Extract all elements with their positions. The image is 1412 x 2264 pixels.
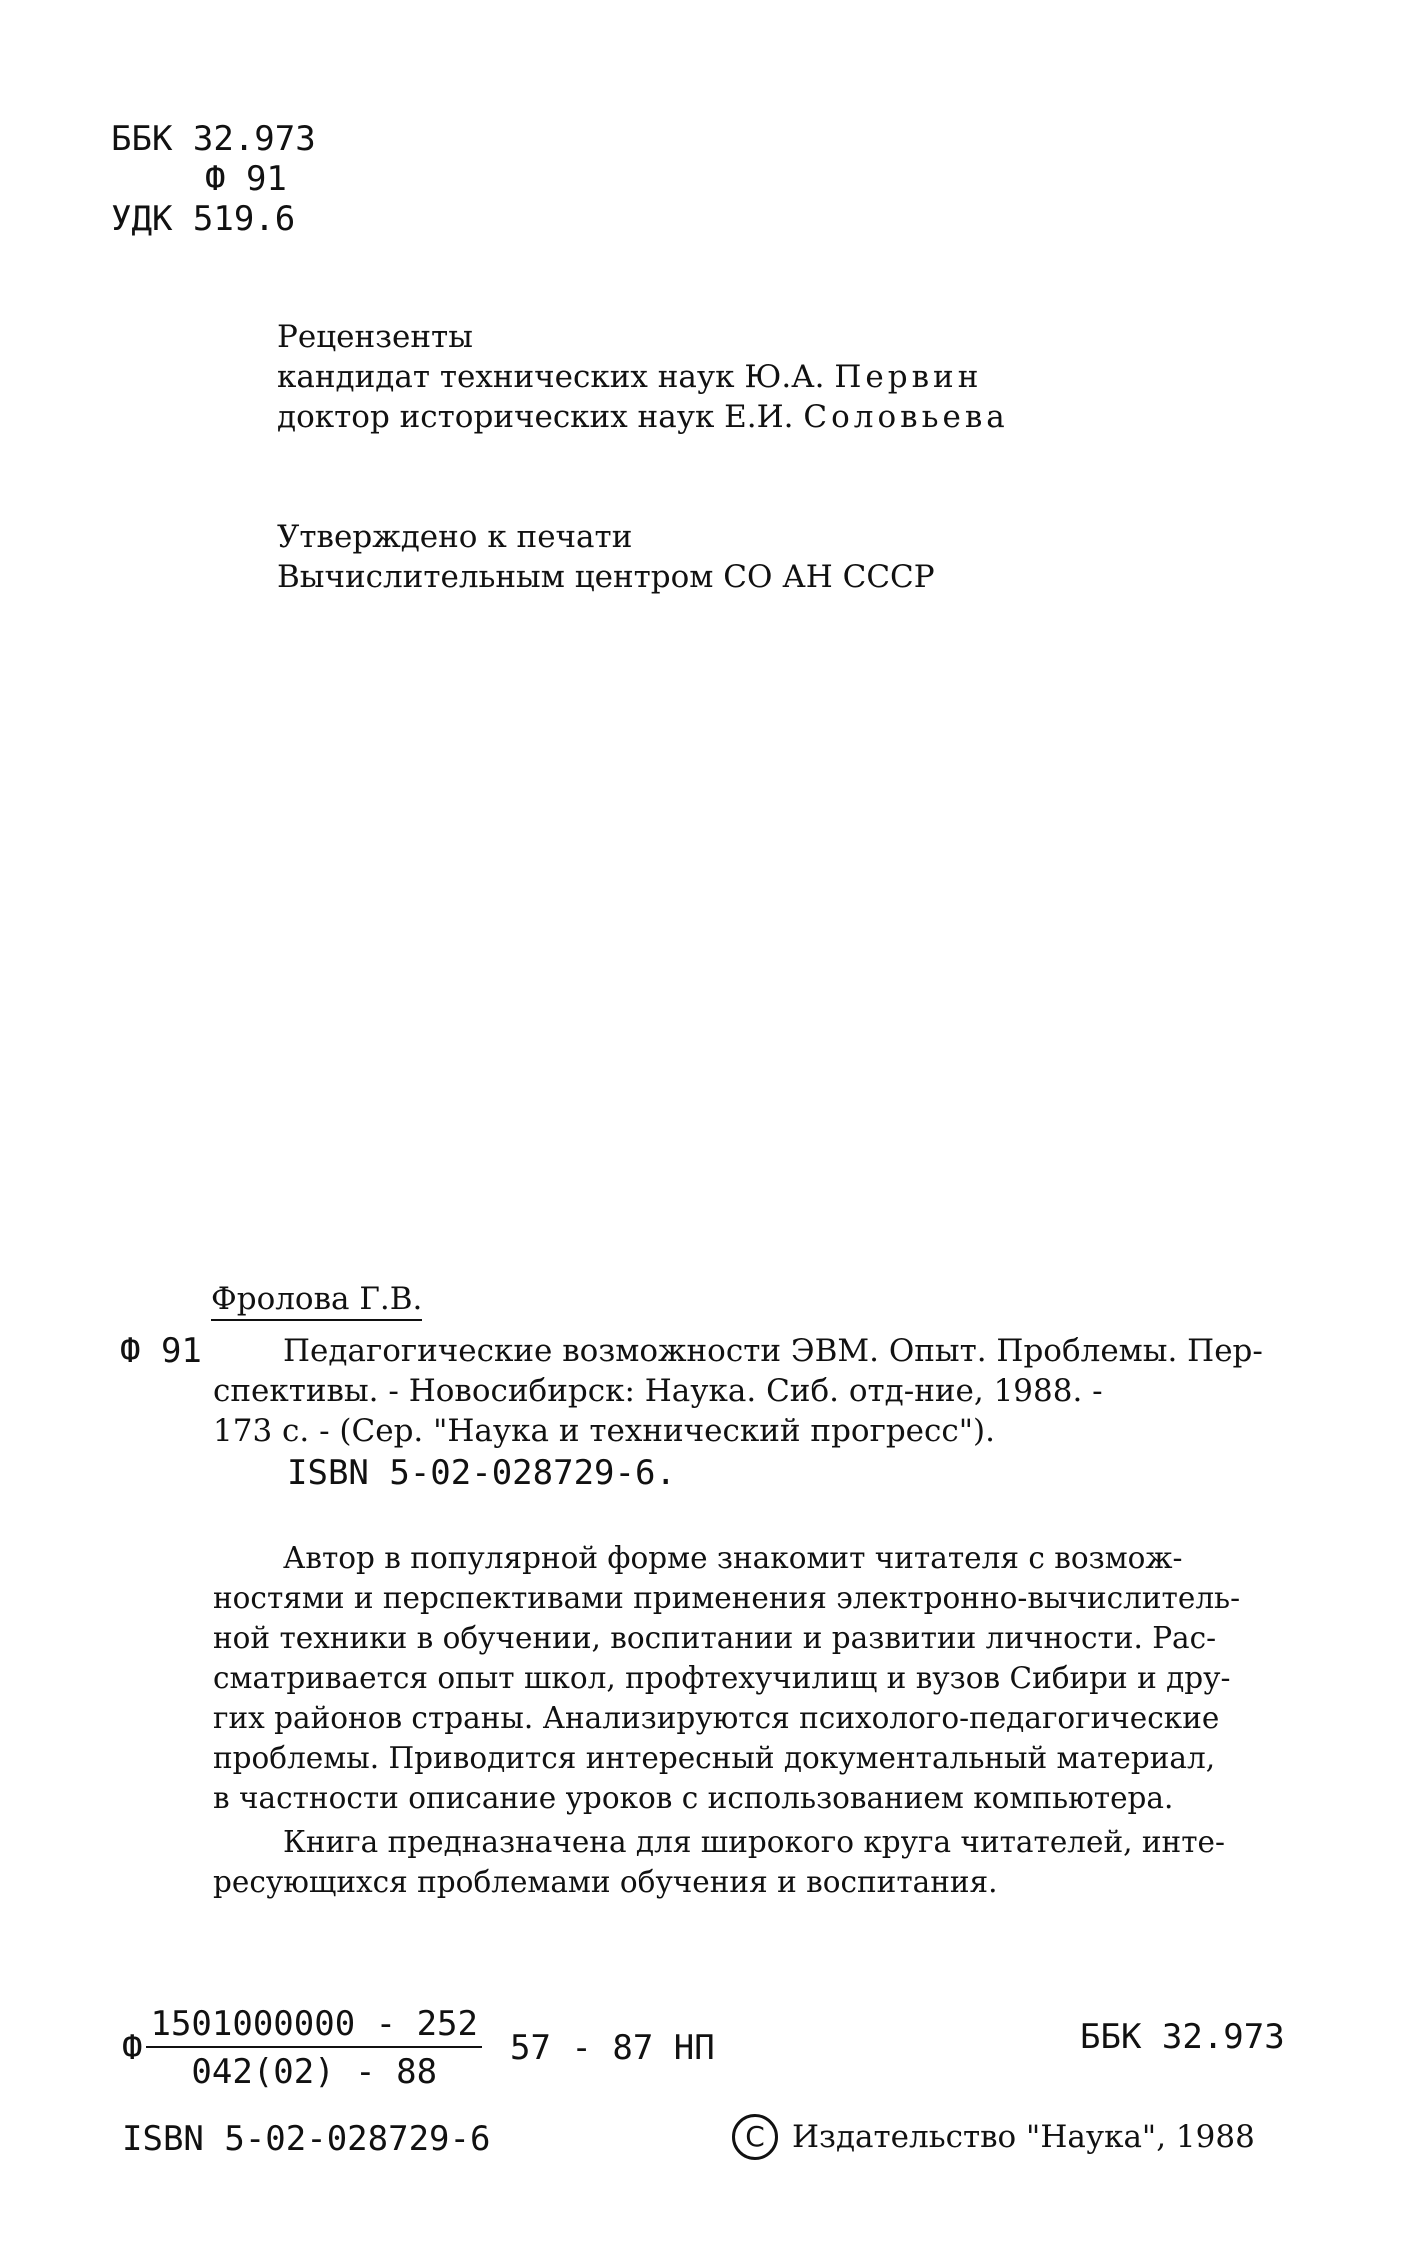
abstract-line: ной техники в обучении, воспитании и развитии личности. Рас- [213,1621,1217,1655]
abstract-line: проблемы. Приводится интересный документальный материал, [213,1741,1216,1775]
author-index-code: Ф 91 [205,159,287,199]
reviewer-2-title: доктор исторических наук Е.И. [277,399,794,435]
footer-isbn: ISBN 5-02-028729-6 [122,2119,491,2159]
fraction [146,2004,482,2092]
approval-line-2: Вычислительным центром СО АН СССР [277,559,935,595]
copyright-icon: C [732,2114,778,2160]
bbk-code: ББК 32.973 [111,119,316,159]
catalog-index: Ф 91 [120,1331,202,1371]
fraction-numerator: 1501000000 - 252 [146,2004,482,2048]
author-name: Фролова Г.В. [211,1281,422,1321]
abstract-line: в частности описание уроков с использованием компьютера. [213,1781,1174,1815]
footer-bbk: ББК 32.973 [1080,2017,1285,2057]
udk-code: УДК 519.6 [111,199,296,239]
abstract-line: Книга предназначена для широкого круга читателей, инте- [283,1825,1225,1859]
catalog-isbn: ISBN 5-02-028729-6. [287,1453,676,1493]
reviewer-1 [277,359,983,395]
reviewer-2 [277,399,1009,435]
reviewer-1-name: Первин [834,359,983,395]
catalog-author [211,1281,423,1317]
order-code: 57 - 87 НП [510,2028,715,2068]
reviewers-heading: Рецензенты [277,319,473,355]
catalog-line-2: спективы. - Новосибирск: Наука. Сиб. отд-ние, 1988. - [213,1373,1103,1409]
reviewer-1-title: кандидат технических наук Ю.А. [277,359,825,395]
abstract-line: ностями и перспективами применения электронно-вычислитель- [213,1581,1241,1615]
catalog-line-1: Педагогические возможности ЭВМ. Опыт. Проблемы. Пер- [283,1333,1263,1369]
fraction-prefix: Ф [122,2028,143,2068]
approval-line-1: Утверждено к печати [277,519,633,555]
abstract-line: Автор в популярной форме знакомит читателя с возмож- [283,1541,1183,1575]
reviewer-2-name: Соловьева [803,399,1009,435]
abstract-line: ресующихся проблемами обучения и воспитания. [213,1865,998,1899]
abstract-line: сматривается опыт школ, профтехучилищ и вузов Сибири и дру- [213,1661,1231,1695]
publication-code [122,2004,715,2092]
publisher-copyright: Издательство "Наука", 1988 [792,2118,1255,2155]
abstract-line: гих районов страны. Анализируются психолого-педагогические [213,1701,1220,1735]
copyright [732,2114,1255,2160]
catalog-line-3: 173 с. - (Сер. "Наука и технический прогресс"). [213,1413,995,1449]
fraction-denominator: 042(02) - 88 [191,2052,438,2092]
